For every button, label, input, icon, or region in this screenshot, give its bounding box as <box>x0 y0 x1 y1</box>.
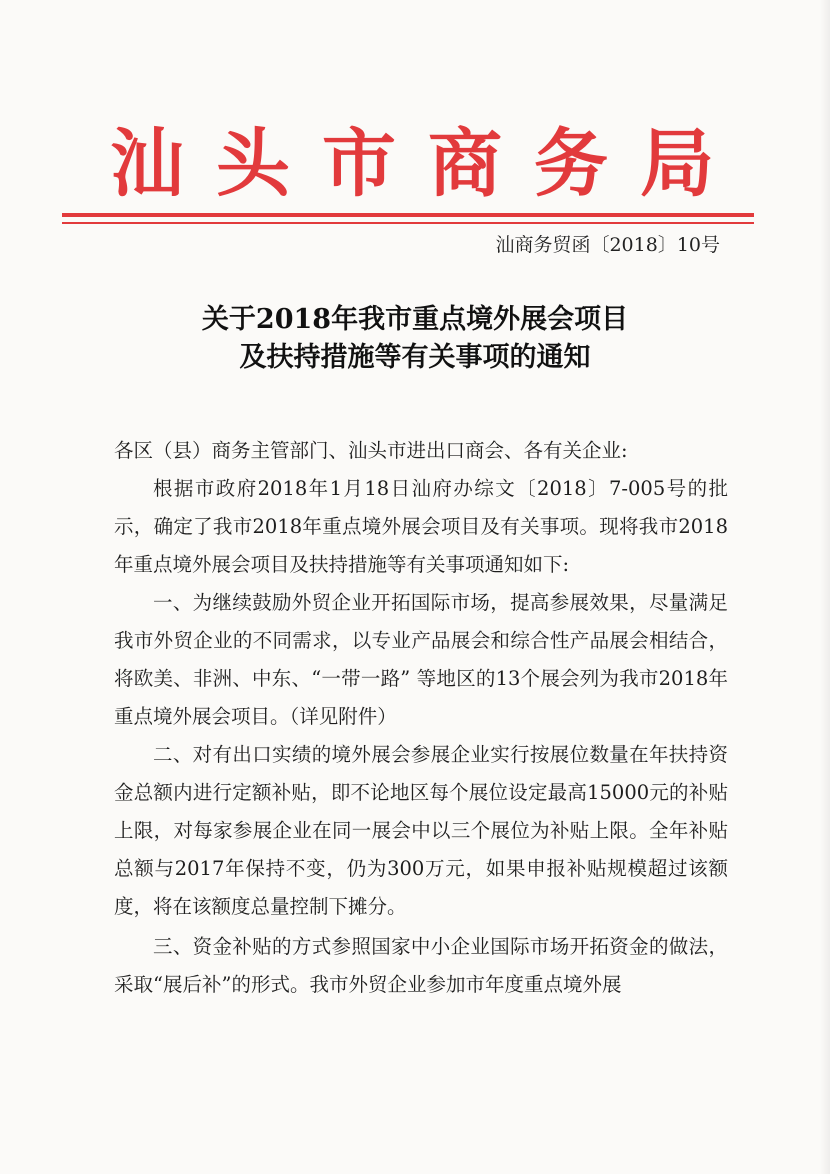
letterhead-rule-thick <box>62 213 754 217</box>
paragraph: 三、资金补贴的方式参照国家中小企业国际市场开拓资金的做法，采取“展后补”的形式。我市外贸企业参加市年度重点境外展 <box>114 935 728 996</box>
document-body <box>114 432 728 1004</box>
salutation: 各区（县）商务主管部门、汕头市进出口商会、各有关企业: <box>114 439 628 462</box>
letterhead-char: 务 <box>534 121 608 207</box>
paragraph: 根据市政府2018年1月18日汕府办综文〔2018〕7-005号的批示，确定了我市2018年重点境外展会项目及有关事项。现将我市2018年重点境外展会项目及扶持措施等有关事项通知如下: <box>114 477 728 576</box>
letterhead-rule-thin <box>62 222 754 224</box>
letterhead-char: 局 <box>640 121 714 207</box>
letterhead-char: 汕 <box>110 121 184 207</box>
letterhead-char: 市 <box>322 121 396 207</box>
paragraph: 二、对有出口实绩的境外展会参展企业实行按展位数量在年扶持资金总额内进行定额补贴，即不论地区每个展位设定最高15000元的补贴上限，对每家参展企业在同一展会中以三个展位为补贴上限。全年补贴总额与2017年保持不变，仍为300万元，如果申报补贴规模超过该额度，将在该额度总量控制下摊分。 <box>114 743 728 918</box>
letterhead-char: 商 <box>428 121 502 207</box>
document-title-line-2: 及扶持措施等有关事项的通知 <box>239 342 591 373</box>
paragraph: 一、为继续鼓励外贸企业开拓国际市场，提高参展效果，尽量满足我市外贸企业的不同需求，以专业产品展会和综合性产品展会相结合，将欧美、非洲、中东、“一带一路” 等地区的13个展会列为我市2018年重点境外展会项目。（详见附件） <box>114 591 728 728</box>
letterhead-char: 头 <box>216 121 290 207</box>
document-number: 汕商务贸函〔2018〕10号 <box>495 234 720 256</box>
letterhead <box>0 122 830 206</box>
document-title-line-1: 关于2018年我市重点境外展会项目 <box>201 304 629 335</box>
